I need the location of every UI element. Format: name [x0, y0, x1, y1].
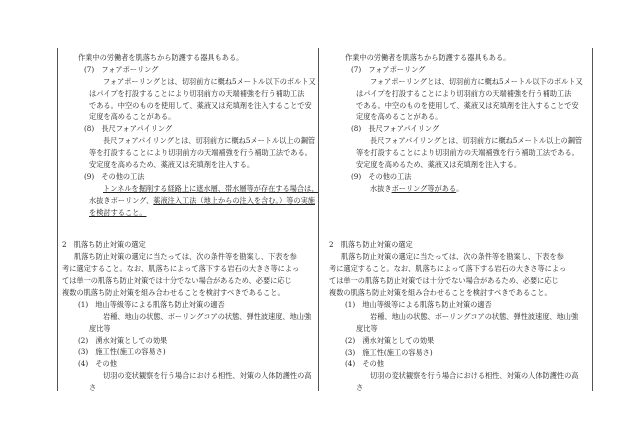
text-line: 長尺フォアパイリングとは、切羽前方に概ね5メートル以上の鋼管 [370, 136, 583, 146]
text-line: 肌落ち防止対策の選定に当たっては、次の条件等を勘案し、下表を参 [341, 252, 564, 262]
plain-text: 。 [456, 183, 464, 193]
text-line: 切羽の変状観察を行う場合における相性、対策の人体防護性の高 [370, 371, 579, 381]
text-line: 複数の肌落ち防止対策を組み合わせることを検討すべきであること。 [62, 288, 285, 298]
list-item-2: (2) 湧水対策としての効果 [78, 335, 168, 345]
text-line: である。中空のものを使用して、薬液又は充填剤を注入することで安 [356, 100, 579, 110]
underlined-text: を検討すること。 [89, 207, 147, 217]
underlined-text: 薬液注入工法（地上からの注入を含む。） [153, 195, 287, 205]
text-line: はパイプを打設することにより切羽前方の天端補強を行う補助工法 [356, 88, 572, 98]
revision-line [329, 183, 581, 195]
text-line: 長尺フォアパイリングとは、切羽前方に概ね5メートル以上の鋼管 [103, 136, 316, 146]
plain-text: 水抜き [370, 183, 392, 193]
text-line: フォアポーリングとは、切羽前方に概ね5メートル以下のボルト又 [370, 76, 583, 86]
plain-text: 水抜きボーリング、 [89, 195, 154, 205]
column-border-right [592, 48, 593, 391]
underlined-text: ボーリング等がある [391, 183, 457, 193]
section-heading: 2 肌落ち防止対策の選定 [329, 240, 413, 250]
text-line: 等を打設することにより切羽前方の天端補強を行う補助工法である。 [89, 148, 312, 158]
right-bottom-section [329, 239, 581, 394]
text-line: さ [89, 383, 97, 393]
text-line: 等を打設することにより切羽前方の天端補強を行う補助工法である。 [356, 148, 579, 158]
item-heading-8: (8) 長尺フォアパイリング [351, 124, 440, 134]
text-line: 作業中の労働者を肌落ちから防護する器具もある。 [78, 53, 244, 62]
right-top-section [329, 52, 581, 195]
text-line: 肌落ち防止対策の選定に当たっては、次の条件等を勘案し、下表を参 [74, 252, 297, 262]
text-line: はパイプを打設することにより切羽前方の天端補強を行う補助工法 [89, 88, 305, 98]
column-border-left [57, 48, 58, 391]
text-line: 安定度を高めるため、薬液又は充填剤を注入する。 [89, 160, 255, 170]
underlined-revision-line [62, 207, 307, 219]
column-divider [318, 48, 319, 391]
list-item-3: (3) 施工性(施工の容易さ) [78, 347, 166, 357]
section-gap [62, 218, 307, 239]
underlined-revision-line [62, 183, 319, 195]
item-heading-7: (7) フォアポーリング [84, 64, 159, 74]
right-column [329, 52, 581, 394]
left-bottom-section [62, 239, 312, 394]
text-line: である。中空のものを使用して、薬液又は充填剤を注入することで安 [89, 100, 312, 110]
list-item-1: (1) 地山等級等による肌落ち防止対策の適否 [345, 299, 492, 309]
underlined-text: 等の実施 [286, 195, 315, 205]
text-line: 考に選定すること。なお、肌落ちによって落下する岩石の大きさ等によっ [329, 264, 567, 274]
list-item-2: (2) 湧水対策としての効果 [345, 335, 435, 345]
list-item-3: (3) 施工性(施工の容易さ) [345, 347, 433, 357]
text-line: フォアポーリングとは、切羽前方に概ね5メートル以下のボルト又 [103, 76, 316, 86]
text-line: 切羽の変状観察を行う場合における相性、対策の人体防護性の高 [103, 371, 312, 381]
section-heading: 2 肌落ち防止対策の選定 [62, 240, 146, 250]
text-line: 岩種、地山の状態、ボーリングコアの状態、弾性波速度、地山強 [370, 311, 579, 321]
text-line: ては単一の肌落ち防止対策では十分でない場合があるため、必要に応じ [329, 276, 559, 286]
item-heading-9: (9) その他の工法 [351, 171, 412, 181]
section-gap [329, 195, 581, 240]
text-line: 度比等 [89, 323, 111, 333]
text-line: 安定度を高めるため、薬液又は充填剤を注入する。 [356, 160, 522, 170]
text-line: 定度を高めることがある。 [89, 112, 176, 122]
text-line: ては単一の肌落ち防止対策では十分でない場合があるため、必要に応じ [62, 276, 292, 286]
left-column [62, 52, 319, 394]
text-line: 複数の肌落ち防止対策を組み合わせることを検討すべきであること。 [329, 288, 552, 298]
text-line: 度比等 [356, 323, 378, 333]
list-item-4: (4) その他 [78, 359, 117, 369]
left-top-section [62, 52, 319, 218]
underlined-text: トンネルを掘削する経路上に遮水層、帯水層等が存在する場合は、 [103, 183, 319, 193]
list-item-4: (4) その他 [345, 359, 384, 369]
list-item-1: (1) 地山等級等による肌落ち防止対策の適否 [78, 299, 225, 309]
item-heading-8: (8) 長尺フォアパイリング [84, 124, 173, 134]
text-line: 考に選定すること。なお、肌落ちによって落下する岩石の大きさ等によっ [62, 264, 300, 274]
text-line: 定度を高めることがある。 [356, 112, 443, 122]
text-line: 作業中の労働者を肌落ちから防護する器具もある。 [345, 53, 511, 62]
text-line: さ [356, 383, 364, 393]
item-heading-9: (9) その他の工法 [84, 171, 145, 181]
revision-line [62, 195, 315, 207]
item-heading-7: (7) フォアポーリング [351, 64, 426, 74]
text-line: 岩種、地山の状態、ボーリングコアの状態、弾性波速度、地山強 [103, 311, 312, 321]
